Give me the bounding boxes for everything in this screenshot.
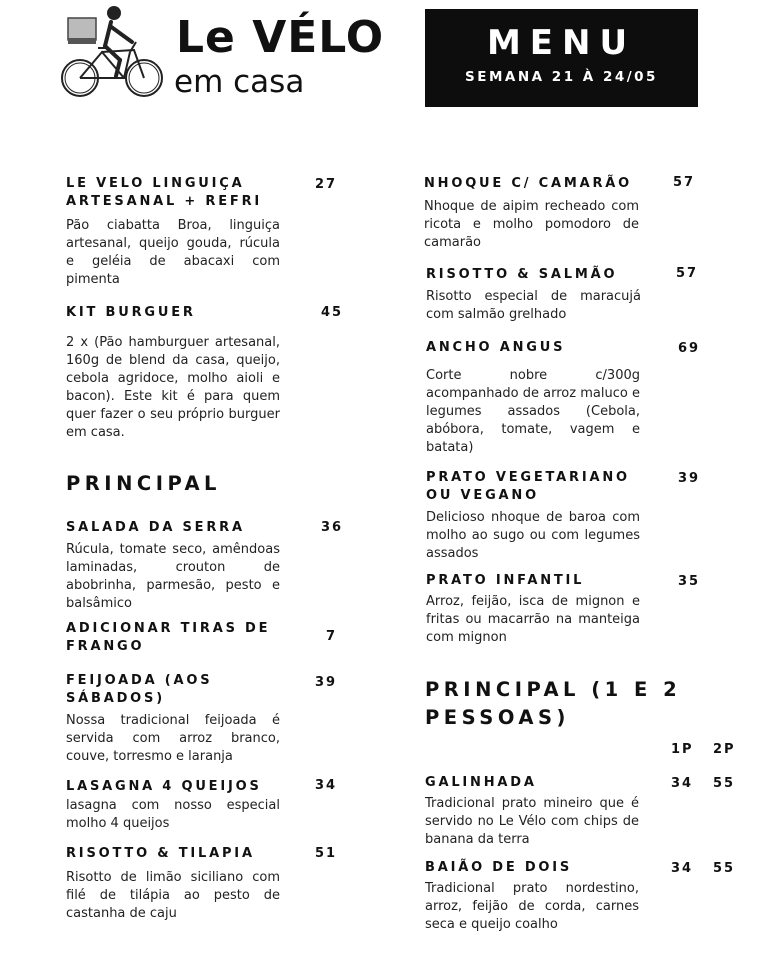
item-description: Nossa tradicional feijoada é servida com arroz branco, couve, torresmo e laranja: [66, 713, 280, 764]
item-price-1p: 34: [671, 776, 694, 791]
item-price: 7: [326, 629, 338, 644]
item-description: Corte nobre c/300g acompanhado de arroz maluco e legumes assados (Cebola, abóbora, tomate, vagem e batata): [426, 368, 640, 455]
item-price: 69: [678, 341, 701, 356]
item-name: GALINHADA: [425, 775, 537, 790]
item-name: LASAGNA 4 QUEIJOS: [66, 779, 262, 794]
section-title-principal-1-2: PRINCIPAL (1 E 2 PESSOAS): [425, 678, 682, 729]
menu-title: MENU: [486, 23, 637, 63]
section-title-principal: PRINCIPAL: [66, 472, 221, 495]
item-description: lasagna com nosso especial molho 4 queijos: [66, 798, 280, 831]
menu-banner: [425, 9, 698, 107]
item-price: 35: [678, 574, 701, 589]
item-description: Pão ciabatta Broa, linguiça artesanal, queijo gouda, rúcula e geléia de abacaxi com pimenta: [66, 218, 280, 287]
item-price: 27: [315, 177, 338, 192]
item-name: NHOQUE C/ CAMARÃO: [424, 176, 632, 191]
item-name: FEIJOADA (AOS SÁBADOS): [66, 673, 213, 706]
item-description: Nhoque de aipim recheado com ricota e molho pomodoro de camarão: [424, 199, 639, 250]
item-name: KIT BURGUER: [66, 305, 196, 320]
menu-week: SEMANA 21 À 24/05: [465, 69, 658, 85]
item-price: 39: [678, 471, 701, 486]
item-name: PRATO VEGETARIANO OU VEGANO: [426, 470, 630, 503]
item-name: BAIÃO DE DOIS: [425, 860, 573, 875]
item-description: Rúcula, tomate seco, amêndoas laminadas, crouton de abobrinha, parmesão, pesto e balsâmico: [66, 542, 280, 611]
column-header-2p: 2P: [713, 742, 736, 757]
item-description: Risotto especial de maracujá com salmão grelhado: [426, 289, 641, 322]
item-description: Delicioso nhoque de baroa com molho ao sugo ou com legumes assados: [426, 510, 640, 561]
item-price: 57: [676, 266, 699, 281]
item-price-1p: 34: [671, 861, 694, 876]
item-name: ADICIONAR TIRAS DE FRANGO: [66, 621, 271, 654]
item-price: 34: [315, 778, 338, 793]
item-price: 39: [315, 675, 338, 690]
item-description: Risotto de limão siciliano com filé de tilápia ao pesto de castanha de caju: [66, 870, 280, 921]
item-name: LE VELO LINGUIÇA ARTESANAL + REFRI: [66, 176, 263, 209]
item-price-2p: 55: [713, 776, 736, 791]
item-description: 2 x (Pão hamburguer artesanal, 160g de blend da casa, queijo, cebola agridoce, molho aioli e bacon). Este kit é para quem quer fazer o seu próprio burguer em casa.: [66, 335, 280, 440]
item-price: 36: [321, 520, 344, 535]
item-name: PRATO INFANTIL: [426, 573, 585, 588]
logo: [58, 2, 385, 106]
logo-subtitle: em casa: [174, 64, 305, 100]
item-description: Tradicional prato mineiro que é servido no Le Vélo com chips de banana da terra: [425, 796, 639, 847]
item-description: Arroz, feijão, isca de mignon e fritas ou macarrão na manteiga com mignon: [426, 594, 640, 645]
item-price-2p: 55: [713, 861, 736, 876]
item-name: SALADA DA SERRA: [66, 520, 245, 535]
item-price: 57: [673, 175, 696, 190]
item-price: 51: [315, 846, 338, 861]
item-description: Tradicional prato nordestino, arroz, feijão de corda, carnes seca e queijo coalho: [425, 881, 639, 932]
cyclist-icon: [58, 2, 166, 106]
item-price: 45: [321, 305, 344, 320]
logo-title: Le VÉLO: [176, 12, 385, 63]
column-header-1p: 1P: [671, 742, 694, 757]
item-name: RISOTTO & SALMÃO: [426, 267, 618, 282]
item-name: RISOTTO & TILAPIA: [66, 846, 255, 861]
item-name: ANCHO ANGUS: [426, 340, 566, 355]
